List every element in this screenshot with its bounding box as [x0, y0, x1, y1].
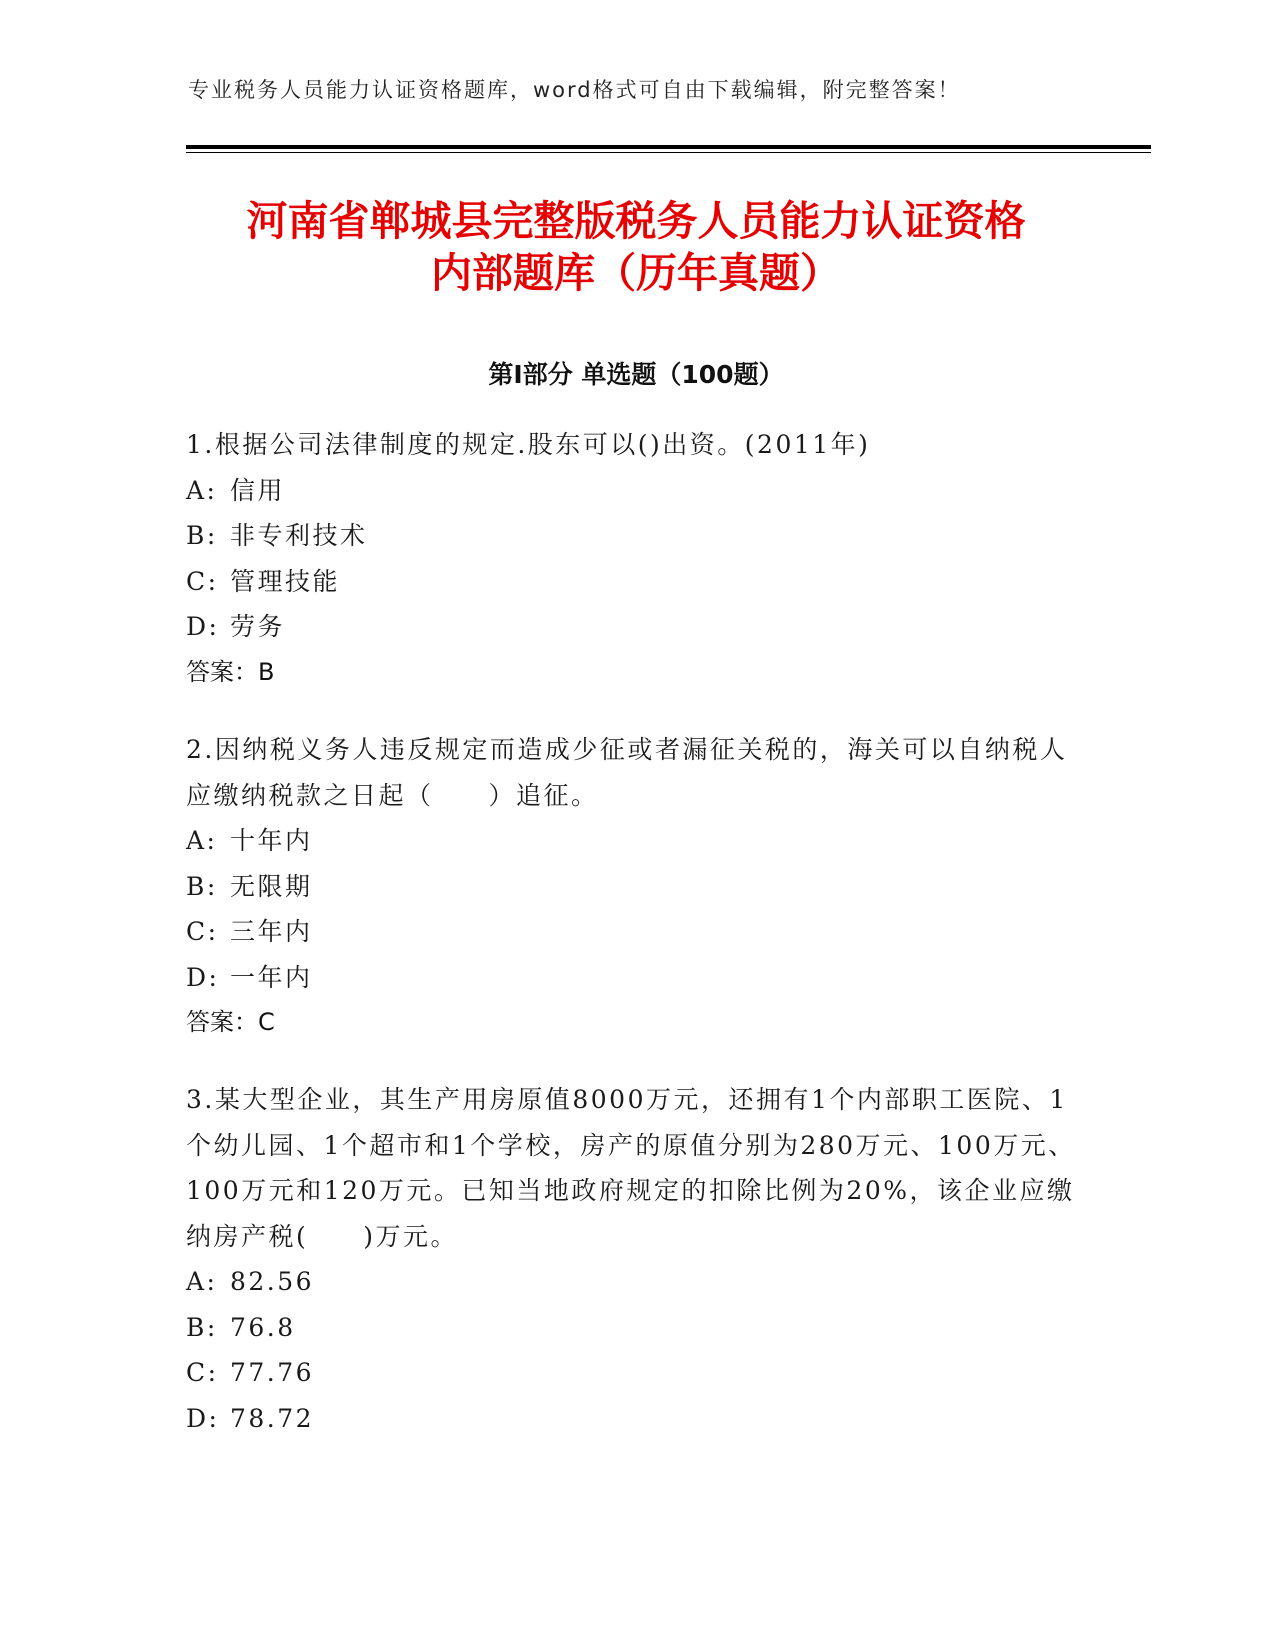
option-text: 78.72 — [230, 1403, 315, 1433]
option-text: 信用 — [230, 475, 286, 505]
document-title — [186, 195, 1086, 299]
option-key: A: — [186, 826, 218, 855]
option-key: D: — [186, 612, 220, 641]
header-note: 专业税务人员能力认证资格题库，word格式可自由下载编辑，附完整答案！ — [188, 78, 961, 102]
option-d — [186, 604, 1086, 650]
option-key: D: — [186, 1403, 220, 1433]
option-text: 77.76 — [230, 1358, 315, 1387]
section-title: 第Ⅰ部分 单选题（100题） — [488, 360, 784, 389]
option-key: C: — [186, 917, 219, 946]
answer: 答案：B — [186, 657, 275, 686]
option-key: D: — [186, 962, 220, 992]
option-text: 一年内 — [230, 962, 313, 992]
question-stem: 2.因纳税义务人违反规定而造成少征或者漏征关税的，海关可以自纳税人应缴纳税款之日起（ ）追征。 — [186, 735, 1068, 810]
option-text: 无限期 — [230, 871, 313, 901]
option-a — [186, 818, 1086, 864]
question-3 — [186, 1077, 1086, 1441]
option-b — [186, 1305, 1086, 1351]
question-2 — [186, 727, 1086, 1046]
answer: 答案：C — [186, 1008, 275, 1036]
option-text: 76.8 — [230, 1312, 296, 1342]
option-b — [186, 864, 1086, 910]
option-key: C: — [186, 1358, 219, 1387]
option-d — [186, 955, 1086, 1001]
option-text: 劳务 — [230, 612, 286, 641]
option-a — [186, 468, 1086, 514]
option-d — [186, 1396, 1086, 1442]
question-stem: 1.根据公司法律制度的规定.股东可以()出资。(2011年) — [186, 430, 871, 459]
header-divider-thick — [186, 145, 1151, 149]
option-text: 三年内 — [230, 917, 313, 946]
option-key: A: — [186, 1267, 218, 1296]
option-key: B: — [186, 521, 218, 550]
option-c — [186, 1350, 1086, 1396]
option-text: 非专利技术 — [230, 521, 368, 550]
option-key: A: — [186, 475, 218, 505]
option-b — [186, 513, 1086, 559]
option-key: C: — [186, 566, 219, 596]
option-text: 管理技能 — [230, 566, 341, 596]
question-1 — [186, 422, 1086, 695]
title-line-1: 河南省郸城县完整版税务人员能力认证资格 — [246, 197, 1026, 245]
header-divider-thin — [186, 152, 1151, 153]
option-c — [186, 559, 1086, 605]
option-text: 82.56 — [230, 1267, 315, 1296]
option-text: 十年内 — [230, 826, 313, 855]
option-key: B: — [186, 871, 218, 901]
question-stem: 3.某大型企业，其生产用房原值8000万元，还拥有1个内部职工医院、1个幼儿园、1个超市和1个学校，房产的原值分别为280万元、100万元、100万元和120万元。已知当地政府规定的扣除比例为20%，该企业应缴纳房产税( )万元。 — [186, 1085, 1076, 1251]
option-key: B: — [186, 1312, 218, 1342]
title-line-2: 内部题库（历年真题） — [431, 249, 841, 297]
option-c — [186, 909, 1086, 955]
option-a — [186, 1259, 1086, 1305]
